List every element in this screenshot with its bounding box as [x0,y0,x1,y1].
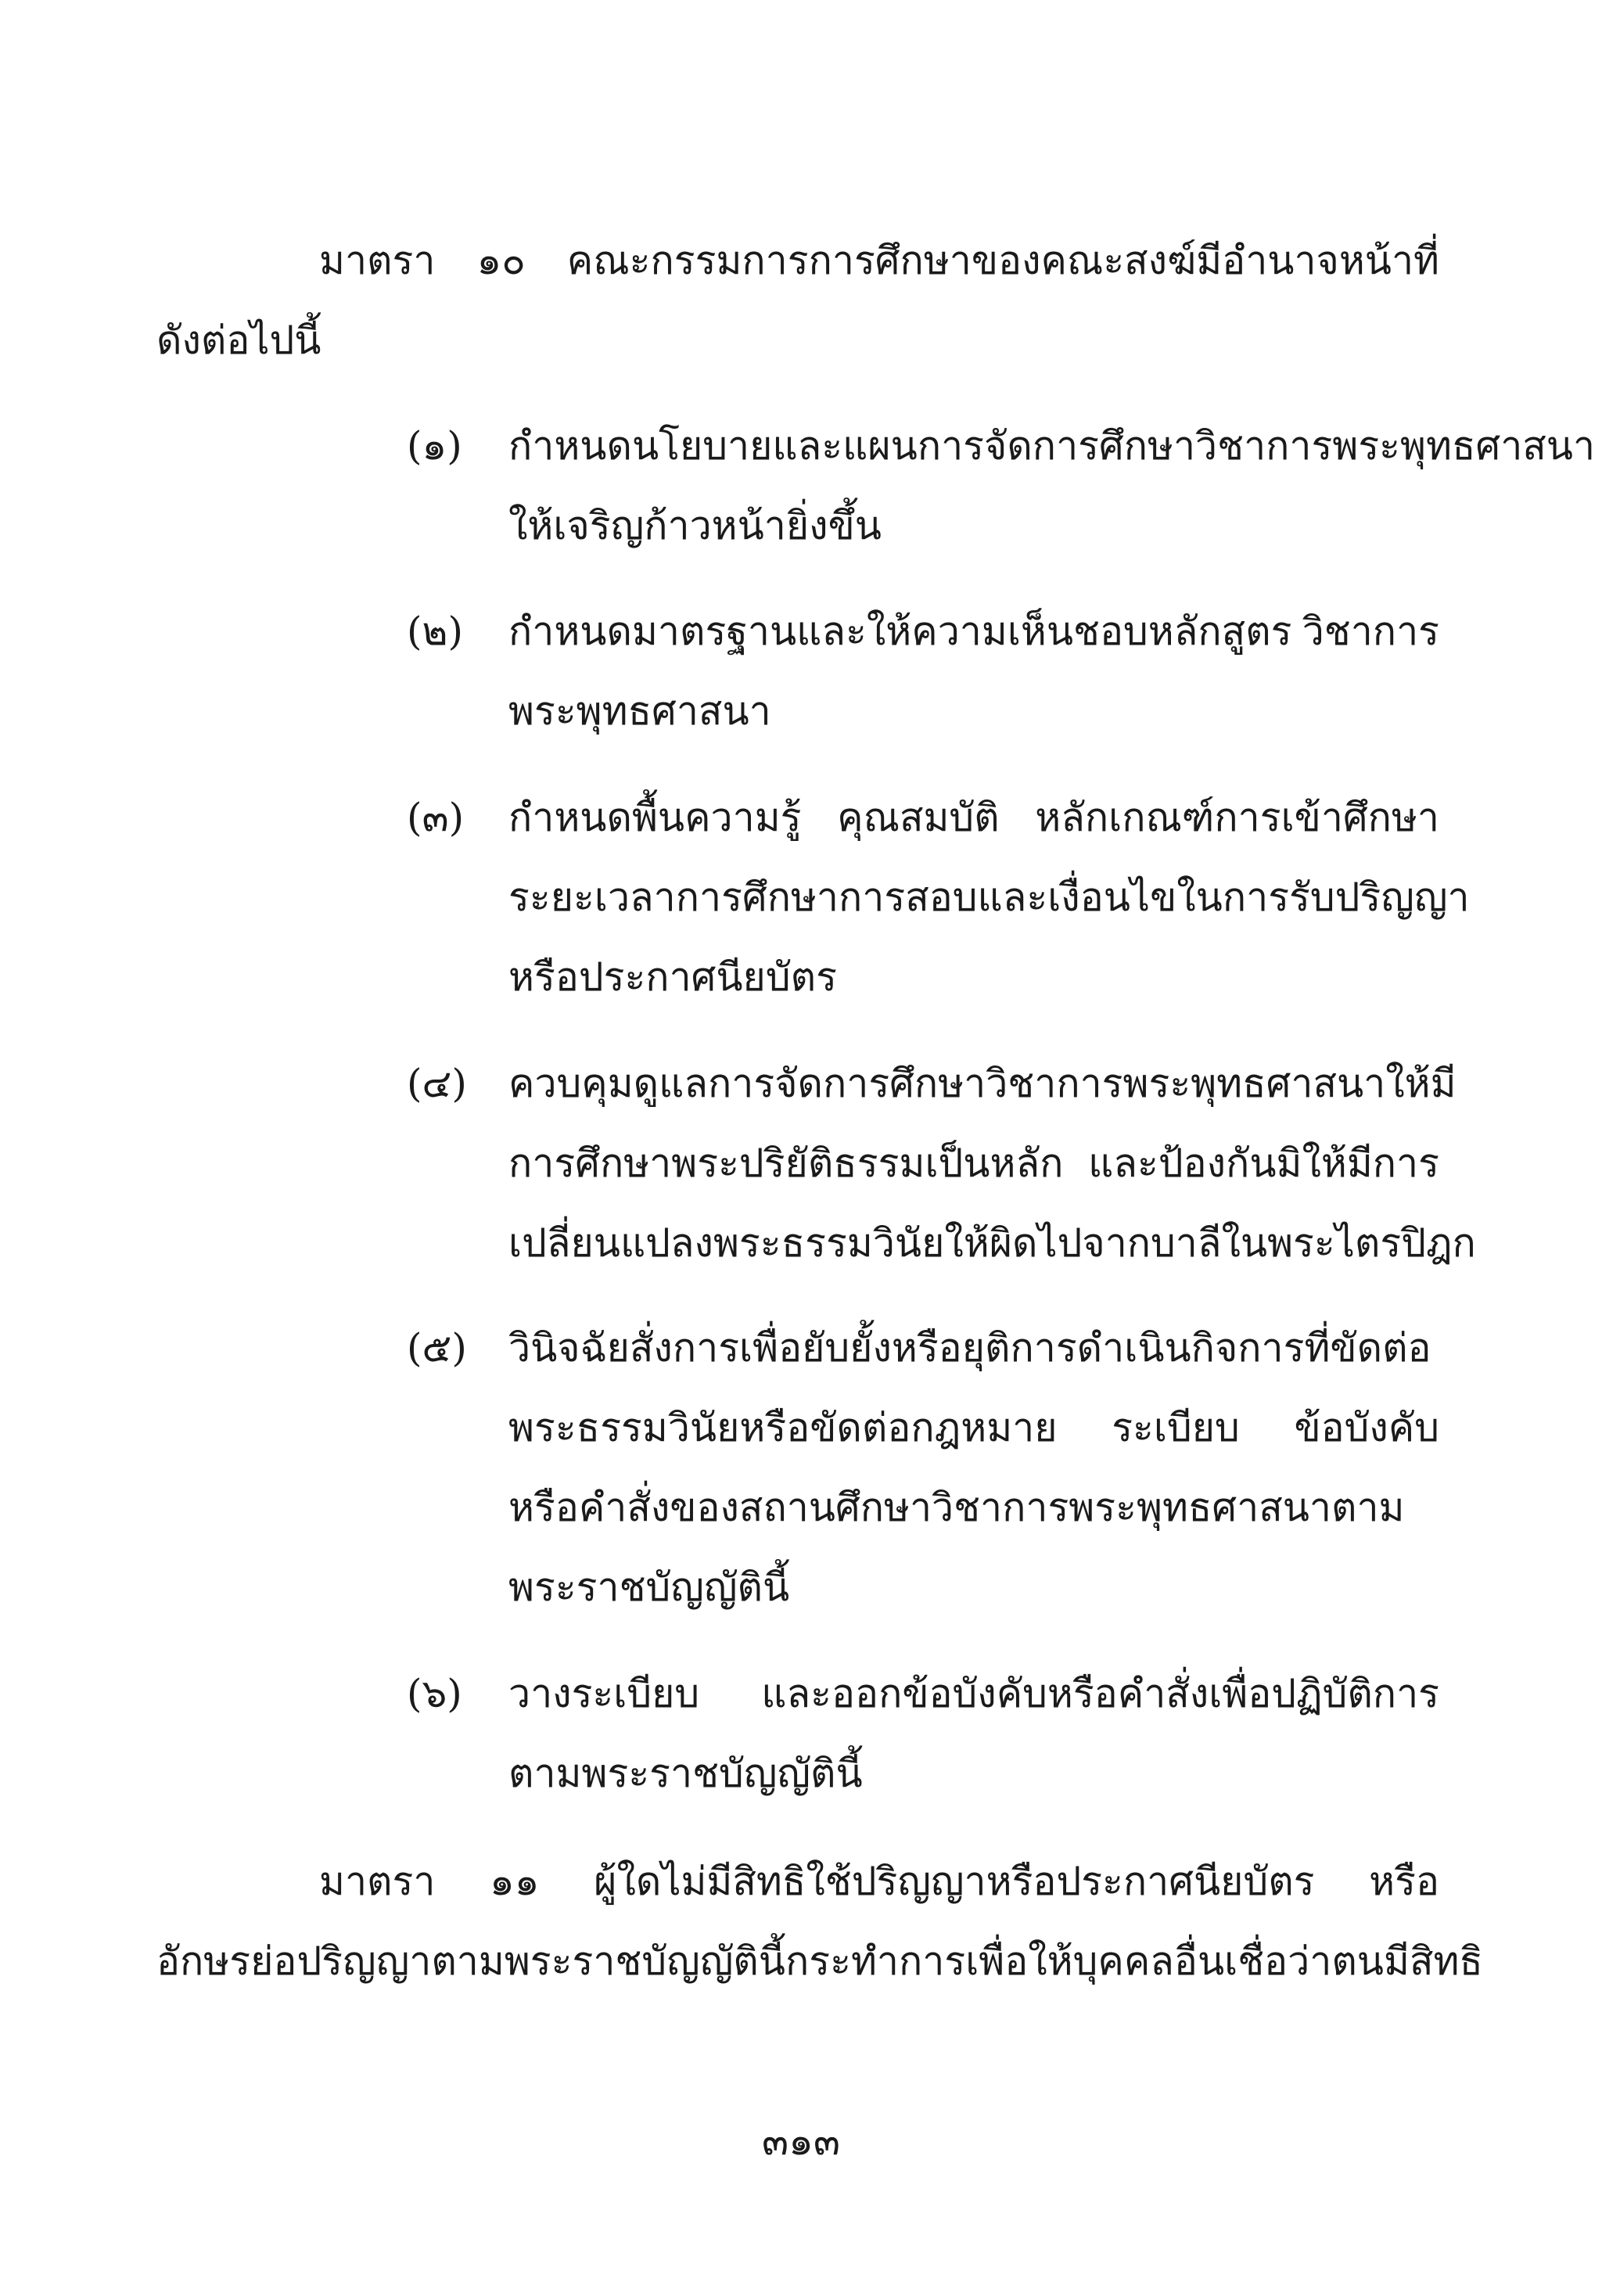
item-number: (๖) [407,1671,462,1716]
item-line: กำหนดมาตรฐานและให้ความเห็นชอบหลักสูตร วิชาการ [508,609,1439,654]
item-line: เปลี่ยนแปลงพระธรรมวินัยให้ผิดไปจากบาลีในพระไตรปิฎก [508,1220,1476,1266]
item-line: หรือประกาศนียบัตร [508,954,837,1000]
item-line: กำหนดนโยบายและแผนการจัดการศึกษาวิชาการ พระพุทธศาสนา [508,423,1596,469]
item-line: กำหนดพื้นความรู้ คุณสมบัติ หลักเกณฑ์การเข้าศึกษา [508,795,1439,840]
section-number: ๑๐ [476,238,526,283]
section-label: มาตรา [319,1859,436,1904]
section-10-heading [319,238,1439,283]
item-line: การศึกษาพระปริยัติธรรมเป็นหลัก และป้องกันมิให้มีการ [508,1141,1439,1186]
item-line: ให้เจริญก้าวหน้ายิ่งขึ้น [508,503,882,548]
item-line: พระธรรมวินัยหรือขัดต่อกฎหมาย ระเบียบ ข้อบังคับ [508,1405,1439,1450]
section-text: คณะกรรมการการศึกษาของคณะสงฆ์มีอำนาจหน้าที่ [566,238,1439,283]
item-line: วินิจฉัยสั่งการเพื่อยับยั้งหรือยุติการดำเนินกิจการที่ขัดต่อ [508,1325,1431,1371]
item-number: (๕) [407,1325,467,1371]
item-number: (๓) [407,795,465,840]
item-number: (๒) [407,609,463,654]
item-line: ระยะเวลาการศึกษา การสอบ และเงื่อนไขในการรับ ปริญญา [508,875,1470,920]
item-line: ควบคุมดูแลการจัดการศึกษาวิชาการพระพุทธศาสนา ให้มี [508,1061,1457,1106]
item-line: ตามพระราชบัญญัตินี้ [508,1751,863,1796]
section-label: มาตรา [319,238,436,283]
item-number: (๑) [407,423,462,469]
section-11-line: อักษรย่อปริญญาตามพระราชบัญญัตินี้ กระทำการเพื่อให้บุคคลอื่นเชื่อว่าตนมีสิทธิ [156,1938,1483,1984]
item-line: พระพุทธศาสนา [508,688,771,734]
item-line: พระราชบัญญัตินี้ [508,1565,790,1610]
page-number: ๓๑๓ [761,2118,841,2164]
section-10-continuation: ดังต่อไปนี้ [156,318,321,363]
section-number: ๑๑ [490,1859,540,1904]
item-number: (๔) [407,1061,467,1106]
item-line: หรือคำสั่งของสถานศึกษาวิชาการพระพุทธศาสนาตาม [508,1485,1405,1530]
item-line: วางระเบียบ และออกข้อบังคับหรือคำสั่งเพื่อปฏิบัติการ [508,1671,1439,1716]
section-11-heading: มาตรา ๑๑ ผู้ใดไม่มีสิทธิใช้ปริญญาหรือประกาศนียบัตร หรือ [319,1859,1439,1904]
